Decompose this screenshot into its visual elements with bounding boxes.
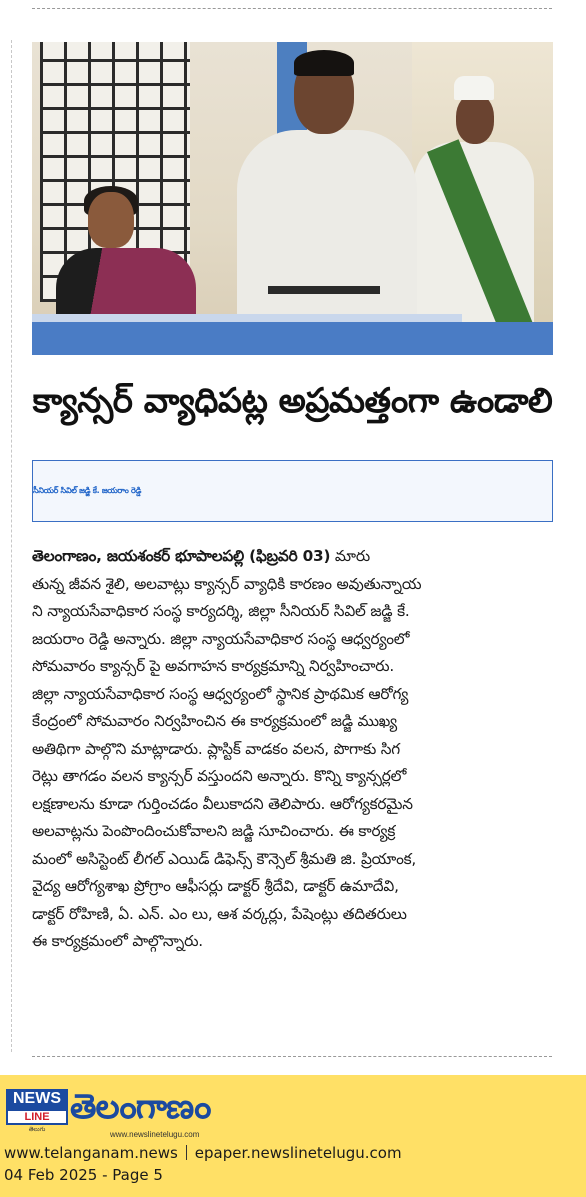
- body-line: లక్షణాలను కూడా గుర్తించడం వీలుకాదని తెలిపారు. ఆరోగ్యకరమైన: [32, 794, 413, 813]
- body-line: ఈ కార్యక్రమంలో పాల్గొన్నారు.: [32, 932, 203, 950]
- judge-belt: [268, 286, 380, 294]
- logo-small-text: తెలుగు: [28, 1126, 46, 1133]
- logo-news-text: NEWS: [6, 1089, 68, 1109]
- body-line: డాక్టర్ రోహిణి, ఏ. ఎన్. ఎం లు, ఆశ వర్కర్లు, పేషెంట్లు తదితరులు: [32, 904, 407, 923]
- attendant-cap: [454, 76, 494, 100]
- body-line: కేంద్రంలో సోమవారం నిర్వహించిన ఈ కార్యక్రమంలో జడ్జి ముఖ్య: [32, 712, 397, 730]
- article-subheadline: సీనియర్ సివిల్ జడ్జి కే. జయరాం రెడ్డి: [33, 486, 142, 495]
- footer-links: [4, 1143, 402, 1163]
- body-line: సోమవారం క్యాన్సర్ పై అవగాహన కార్యక్రమాన్ని నిర్వహించారు.: [32, 657, 395, 675]
- body-line: అతిథిగా పాల్గొని మాట్లాడారు. ప్లాస్టిక్ వాడకం వలన, పొగాకు సిగ: [32, 739, 400, 758]
- judge-figure: [237, 130, 417, 330]
- body-line: మంలో అసిస్టెంట్ లీగల్ ఎయిడ్ డిఫెన్స్ కౌన్సెల్ శ్రీమతి జి. ప్రియాంక,: [32, 849, 417, 868]
- desk-cloth: [32, 322, 553, 355]
- side-dashed-rule: [11, 40, 12, 1052]
- link-separator: [186, 1145, 187, 1160]
- body-text: మారు: [330, 547, 370, 565]
- article-body: [32, 543, 553, 956]
- brand-website: www.newslinetelugu.com: [110, 1130, 200, 1139]
- footer-banner: [0, 1075, 586, 1197]
- date-page: 04 Feb 2025 - Page 5: [4, 1166, 163, 1184]
- body-line: అలవాట్లను పెంపొందించుకోవాలని జడ్జి సూచించారు. ఈ కార్యక్ర: [32, 822, 396, 840]
- subheadline-box: [32, 460, 553, 522]
- body-line: జయరాం రెడ్డి అన్నారు. జిల్లా న్యాయసేవాధికార సంస్థ ఆధ్వర్యంలో: [32, 629, 410, 648]
- top-dashed-rule: [32, 8, 552, 9]
- body-line: [32, 543, 553, 571]
- judge-hair: [294, 50, 354, 76]
- body-line: రెట్లు తాగడం వలన క్యాన్సర్ వస్తుందని అన్నారు. కొన్ని క్యాన్సర్లలో: [32, 767, 407, 785]
- attendant-face: [456, 94, 494, 144]
- newsline-logo: [6, 1089, 68, 1133]
- article-headline: క్యాన్సర్ వ్యాధిపట్ల అప్రమత్తంగా ఉండాలి: [32, 381, 553, 421]
- body-line: తున్న జీవన శైలి, అలవాట్లు క్యాన్సర్ వ్యాధికి కారణం అవుతున్నాయ: [32, 574, 422, 593]
- site-link[interactable]: www.telanganam.news: [4, 1144, 178, 1162]
- bottom-dashed-rule: [32, 1056, 552, 1057]
- body-line: జిల్లా న్యాయసేవాధికార సంస్థ ఆధ్వర్యంలో స్థానిక ప్రాథమిక ఆరోగ్య: [32, 684, 409, 703]
- epaper-link[interactable]: epaper.newslinetelugu.com: [194, 1144, 402, 1162]
- woman-face: [88, 192, 134, 248]
- body-line: వైద్య ఆరోగ్యశాఖ ప్రోగ్రాం ఆఫీసర్లు డాక్టర్ శ్రీదేవి, డాక్టర్ ఉమాదేవి,: [32, 877, 399, 895]
- article-dateline: తెలంగాణం, జయశంకర్ భూపాలపల్లి (ఫిబ్రవరి 03): [32, 547, 331, 565]
- logo-line-text: LINE: [6, 1109, 68, 1125]
- telanganam-brand: తెలంగాణం: [70, 1087, 211, 1127]
- body-line: ని న్యాయసేవాధికార సంస్థ కార్యదర్శి, జిల్లా సీనియర్ సివిల్ జడ్జి కే.: [32, 602, 410, 620]
- news-photo: [32, 42, 553, 355]
